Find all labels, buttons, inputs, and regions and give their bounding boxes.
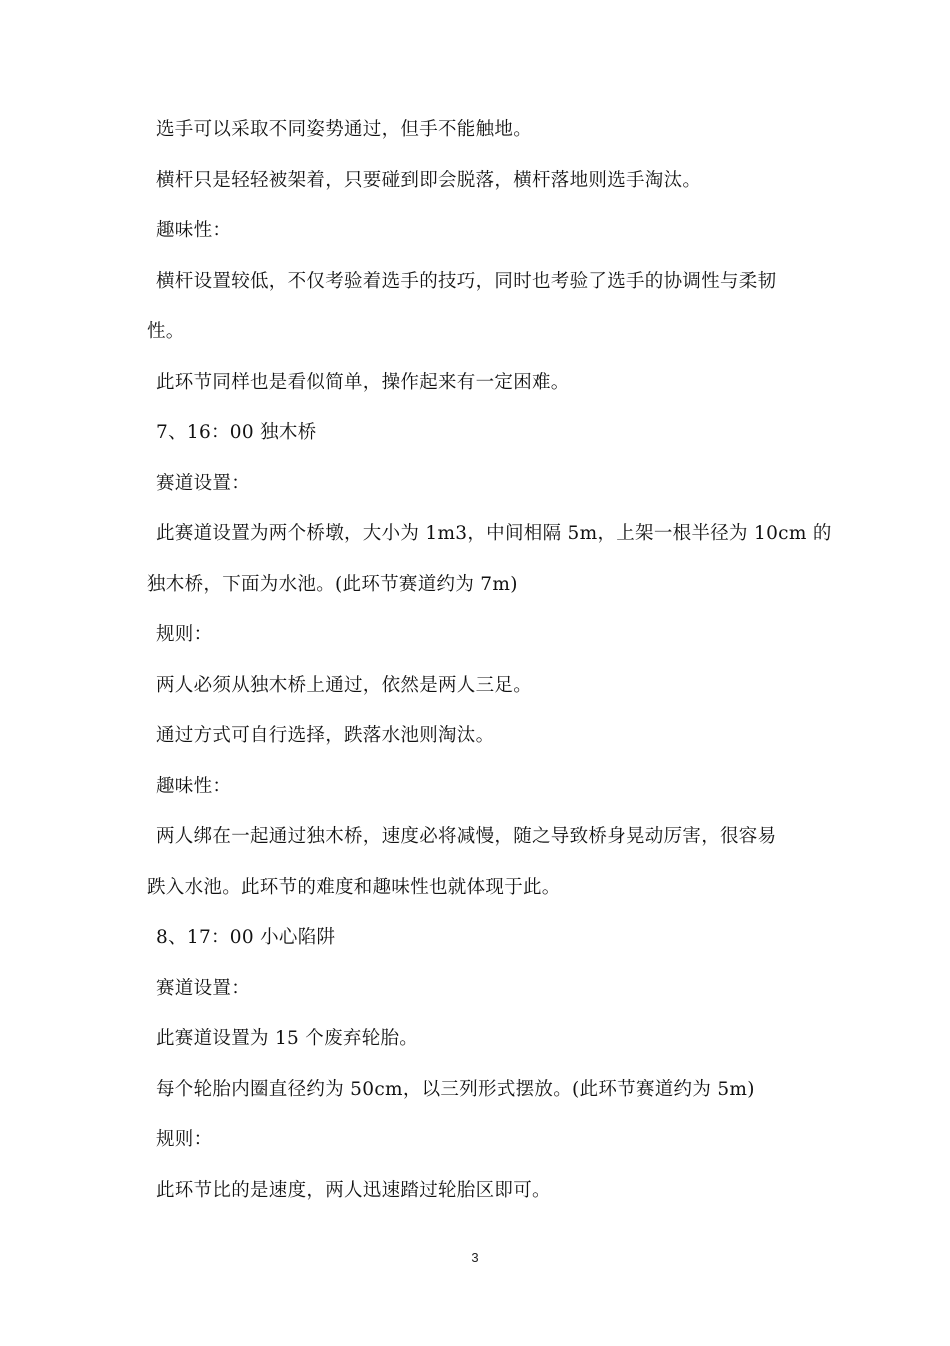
paragraph-line: 此环节同样也是看似简单，操作起来有一定困难。 — [156, 372, 570, 393]
paragraph-line: 横杆设置较低，不仅考验着选手的技巧，同时也考验了选手的协调性与柔韧 — [156, 271, 777, 292]
section-label-track: 赛道设置： — [156, 473, 251, 494]
section-label-interest: 趣味性： — [156, 776, 232, 797]
paragraph-line: 此赛道设置为两个桥墩，大小为 1m3，中间相隔 5m，上架一根半径为 10cm 的 — [156, 523, 832, 544]
paragraph-line: 两人必须从独木桥上通过，依然是两人三足。 — [156, 675, 533, 696]
section-label-rules: 规则： — [156, 1129, 213, 1150]
section-heading-7: 7、16：00 独木桥 — [156, 422, 317, 443]
section-label-rules: 规则： — [156, 624, 213, 645]
paragraph-line: 性。 — [147, 321, 185, 342]
section-label-track: 赛道设置： — [156, 978, 251, 999]
section-label-interest: 趣味性： — [156, 220, 232, 241]
paragraph-line: 此赛道设置为 15 个废弃轮胎。 — [156, 1028, 419, 1049]
paragraph-line: 此环节比的是速度，两人迅速踏过轮胎区即可。 — [156, 1180, 551, 1201]
page-number: 3 — [471, 1250, 479, 1265]
paragraph-line: 通过方式可自行选择，跌落水池则淘汰。 — [156, 725, 495, 746]
paragraph-line: 横杆只是轻轻被架着，只要碰到即会脱落，横杆落地则选手淘汰。 — [156, 170, 702, 191]
paragraph-line: 两人绑在一起通过独木桥，速度必将减慢，随之导致桥身晃动厉害，很容易 — [156, 826, 777, 847]
paragraph-line: 独木桥，下面为水池。(此环节赛道约为 7m) — [147, 574, 518, 595]
paragraph-line: 跌入水池。此环节的难度和趣味性也就体现于此。 — [147, 877, 561, 898]
section-heading-8: 8、17：00 小心陷阱 — [156, 927, 336, 948]
paragraph-line: 选手可以采取不同姿势通过，但手不能触地。 — [156, 119, 533, 140]
paragraph-line: 每个轮胎内圈直径约为 50cm，以三列形式摆放。(此环节赛道约为 5m) — [156, 1079, 755, 1100]
